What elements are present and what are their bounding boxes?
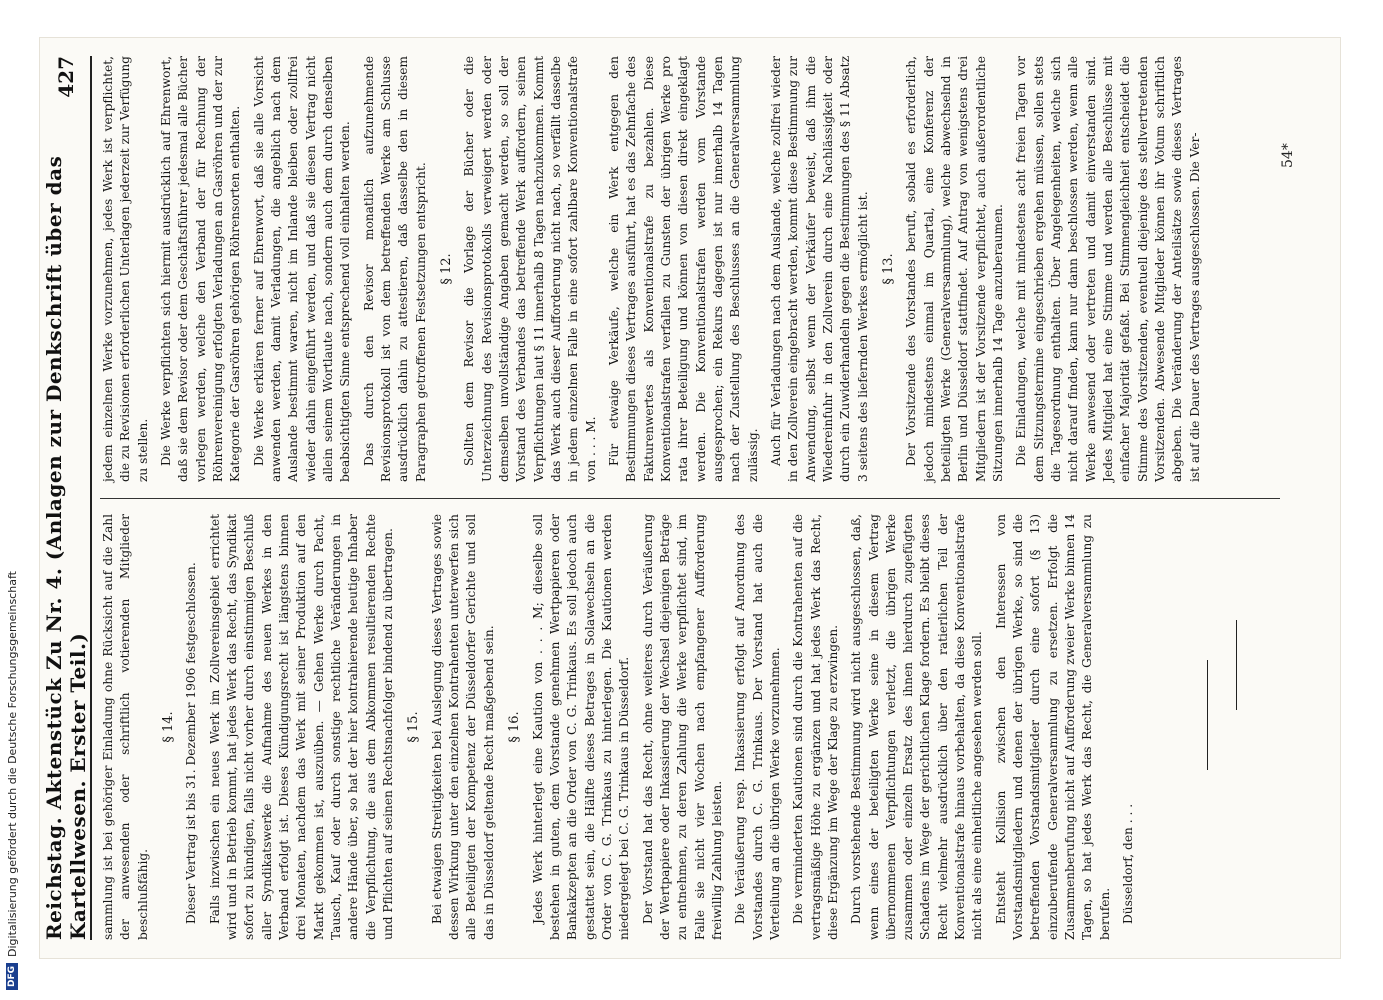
paragraph: Für etwaige Verkäufe, welche ein Werk entgegen den Bestimmungen dieses Vertrages ausführt, hat es das Zehnfache des Fakturenwertes als Konventionalstrafe zu bezahlen. Diese Konventionalstrafen verfallen zu Gunsten der übrigen Werke pro rata ihrer Beteiligung und können von diesen direkt eingeklagt werden. Die Konventionalstrafen werden vom Vorstande ausgesprochen; ein Rekurs dagegen ist nur innerhalb 14 Tagen nach der Zustellung des Beschlusses an die Generalversammlung zulässig. xyxy=(606,56,760,482)
paragraph: Das durch den Revisor monatlich aufzunehmende Revisionsprotokoll ist von dem betreffenden Werke am Schlusse ausdrücklich dahin zu attestieren, daß dasselbe den in diesem Paragraphen getroffenen Festsetzungen entspricht. xyxy=(361,56,428,482)
paragraph: jedem einzelnen Werke vorzunehmen, jedes Werk ist verpflichtet, die zu Revisionen erforderlichen Unterlagen jederzeit zur Verfügung zu stellen. xyxy=(101,56,150,482)
paragraph: Die Werke verpflichten sich hiermit ausdrücklich auf Ehrenwort, daß sie dem Revisor oder dem Geschäftsführer jedesmal alle Bücher vorlegen werden, welche den Verband der für Rechnung der Röhrenvereinigung erfolgten Verladungen an Gasröhren und der zur Kategorie der Gasröhren gehörigen Röhrensorten enthalten. xyxy=(158,56,243,482)
right-column xyxy=(100,56,1210,482)
section-heading: § 15. xyxy=(406,711,422,743)
running-header xyxy=(42,56,90,940)
page-number: 427 xyxy=(54,56,78,98)
paragraph: Falls inzwischen ein neues Werk im Zollvereinsgebiet errichtet wird und in Betrieb kommt, hat jedes Werk das Recht, das Syndikat sofort zu kündigen, falls nicht vorher durch einstimmigen Beschluß aller Syndikatswerke die Aufnahme des neuen Werkes in den Verband erfolgt ist. Dieses Kündigungsrecht ist längstens binnen drei Monaten, nachdem das Werk mit seiner Produktion auf den Markt gekommen ist, auszuüben. — Gehen Werke durch Pacht, Tausch, Kauf oder durch sonstige rechtliche Veränderungen in andere Hände über, so hat der hier kontrahierende heutige Inhaber die Verpflichtung, die aus dem Abkommen resultierenden Rechte und Pflichten auf seinen Rechtsnachfolger bindend zu übertragen. xyxy=(207,514,396,940)
signature-line: Düsseldorf, den . . . xyxy=(1121,803,1136,924)
section-heading: § 12. xyxy=(438,253,454,285)
dfg-logo: DFG xyxy=(6,963,18,990)
paragraph: Die Werke erklären ferner auf Ehrenwort, daß sie alle Vorsicht anwenden werden, damit Verladungen, die angeblich nach dem Auslande bestimmt waren, nicht im Inlande bleiben oder zollfrei wieder dahin eingeführt werden, und daß sie diesen Vertrag nicht allein seinem Wortlaute nach, sondern auch dem durch denselben beabsichtigten Sinne entsprechend voll einhalten werden. xyxy=(251,56,353,482)
section-heading: § 16. xyxy=(507,711,523,743)
paragraph: Der Vorstand hat das Recht, ohne weiteres durch Veräußerung der Wertpapiere oder Inkassierung der Wechsel diejenigen Beträge zu entnehmen, zu deren Zahlung die Werke verpflichtet sind, im Falle sie nicht vier Wochen nach empfangener Aufforderung freiwillig Zahlung leisten. xyxy=(640,514,724,940)
paragraph: Die Einladungen, welche mit mindestens acht freien Tagen vor dem Sitzungstermine eingeschrieben ergehen müssen, sollen stets die Tagesordnung enthalten. Über Angelegenheiten, welche sich nicht darauf finden, kann nur dann beschlossen werden, wenn alle Werke anwesend oder vertreten und damit einverstanden sind. Jedes Mitglied hat eine Stimme und werden alle Beschlüsse mit einfacher Majorität gefaßt. Bei Stimmengleichheit entscheidet die Stimme des Vorsitzenden, eventuell diejenige des stellvertretenden Vorsitzenden. Abwesende Mitglieder können ihr Votum schriftlich abgeben. Die Veränderung der Anteilsätze sowie dieses Vertrages ist auf die Dauer des Vertrages ausgeschlossen. Die Ver- xyxy=(1014,56,1202,482)
left-column xyxy=(100,514,1237,940)
signature-rule xyxy=(1207,660,1208,770)
paragraph: Dieser Vertrag ist bis 31. Dezember 1906 festgeschlossen. xyxy=(184,562,199,924)
section-heading: § 14. xyxy=(160,711,176,743)
paragraph: Durch vorstehende Bestimmung wird nicht ausgeschlossen, daß, wenn eines der beteiligten Werke seine in diesem Vertrag übernommenen Verpflichtungen verletzt, die übrigen Werke zusammen oder einzeln Ersatz des ihnen hierdurch zugefügten Schadens im Wege der gerichtlichen Klage fordern. Es bleibt dieses Recht vielmehr ausdrücklich über den ratierlichen Teil der Konventionalstrafe hinaus vorbehalten, da diese Konventionalstrafe nicht als eine einheitliche angesehen werden soll. xyxy=(849,514,985,940)
column-separator xyxy=(100,498,1280,499)
signature-rule xyxy=(1236,620,1237,710)
digitization-credit-strip xyxy=(0,0,24,1000)
page-content-rotated xyxy=(40,38,1340,958)
paragraph: Bei etwaigen Streitigkeiten bei Auslegung dieses Vertrages sowie dessen Wirkung unter den einzelnen Kontrahenten unterwerfen sich alle Beteiligten der Kompetenz der Düsseldorfer Gerichte und soll das in Düsseldorf geltende Recht maßgebend sein. xyxy=(429,514,496,940)
paragraph: Auch für Verladungen nach dem Auslande, welche zollfrei wieder in den Zollverein eingebracht werden, kommt diese Bestimmung zur Anwendung, selbst wenn der Verkäufer beweist, daß ihm die Wiedereinfuhr in den Zollverein durch eine Nachlässigkeit oder durch ein Zuwiderhandeln gegen die Bestimmungen des § 11 Absatz 3 seitens des liefernden Werkes ermöglicht ist. xyxy=(768,56,870,482)
paragraph: Der Vorsitzende des Vorstandes beruft, sobald es erforderlich, jedoch mindestens einmal im Quartal, eine Konferenz der beteiligten Werke (Generalversammlung), welche abwechselnd in Berlin und Düsseldorf stattfindet. Auf Antrag von wenigstens drei Mitgliedern ist der Vorsitzende verpflichtet, auch außerordentliche Sitzungen innerhalb 14 Tage anzuberaumen. xyxy=(904,56,1005,482)
section-heading: § 13. xyxy=(880,253,896,285)
credit-text: Digitalisierung gefördert durch die Deutsche Forschungsgemeinschaft xyxy=(5,571,19,957)
paragraph: sammlung ist bei gehöriger Einladung ohne Rücksicht auf die Zahl der anwesenden oder schriftlich votierenden Mitglieder beschlußfähig. xyxy=(101,514,150,940)
header-rule xyxy=(90,56,92,940)
paragraph: Entsteht Kollision zwischen den Interessen von Vorstandsmitgliedern und denen der übrigen Werke, so sind die betreffenden Vorstandsmitglieder durch eine sofort (§ 13) einzuberufende Generalversammlung zu ersetzen. Erfolgt die Zusammenberufung nicht auf Aufforderung zweier Werke binnen 14 Tagen, so hat jedes Werk das Recht, die Generalversammlung zu berufen. xyxy=(993,514,1112,940)
paragraph: Sollten dem Revisor die Vorlage der Bücher oder die Unterzeichnung des Revisionsprotokolls verweigert werden oder demselben unvollständige Angaben gemacht werden, so soll der Vorstand des Verbandes das betreffende Werk auffordern, seinen Verpflichtungen laut § 11 innerhalb 8 Tagen nachzukommen. Kommt das Werk auch dieser Aufforderung nicht nach, so verfällt dasselbe in jedem einzelnen Falle in eine sofort zahlbare Konventionalstrafe von . . . M. xyxy=(462,56,598,482)
paragraph: Die verminderten Kautionen sind durch die Kontrahenten auf die vertragsmäßige Höhe zu ergänzen und hat jedes Werk das Recht, diese Ergänzung im Wege der Klage zu erzwingen. xyxy=(791,514,840,940)
digitization-credit xyxy=(4,10,20,990)
document-page xyxy=(40,38,1340,958)
signature-mark: 54* xyxy=(1280,143,1296,168)
header-title: Reichstag. Aktenstück Zu Nr. 4. (Anlagen zur Denkschrift über das Kartellwesen. Erster Teil.) xyxy=(42,155,90,940)
paragraph: Die Veräußerung resp. Inkassierung erfolgt auf Anordnung des Vorstandes durch C. G. Trinkaus. Der Vorstand hat auch die Verteilung an die übrigen Werke vorzunehmen. xyxy=(733,514,782,940)
paragraph: Jedes Werk hinterlegt eine Kaution von . . . M; dieselbe soll bestehen in guten, dem Vorstande genehmen Wertpapieren oder Bankakzepten an die Order von C. G. Trinkaus. Es soll jedoch auch gestattet sein, die Hälfte dieses Betrages in Solawechseln an die Order von C. G. Trinkaus zu hinterlegen. Die Kautionen werden niedergelegt bei C. G. Trinkaus in Düsseldorf. xyxy=(530,514,632,940)
